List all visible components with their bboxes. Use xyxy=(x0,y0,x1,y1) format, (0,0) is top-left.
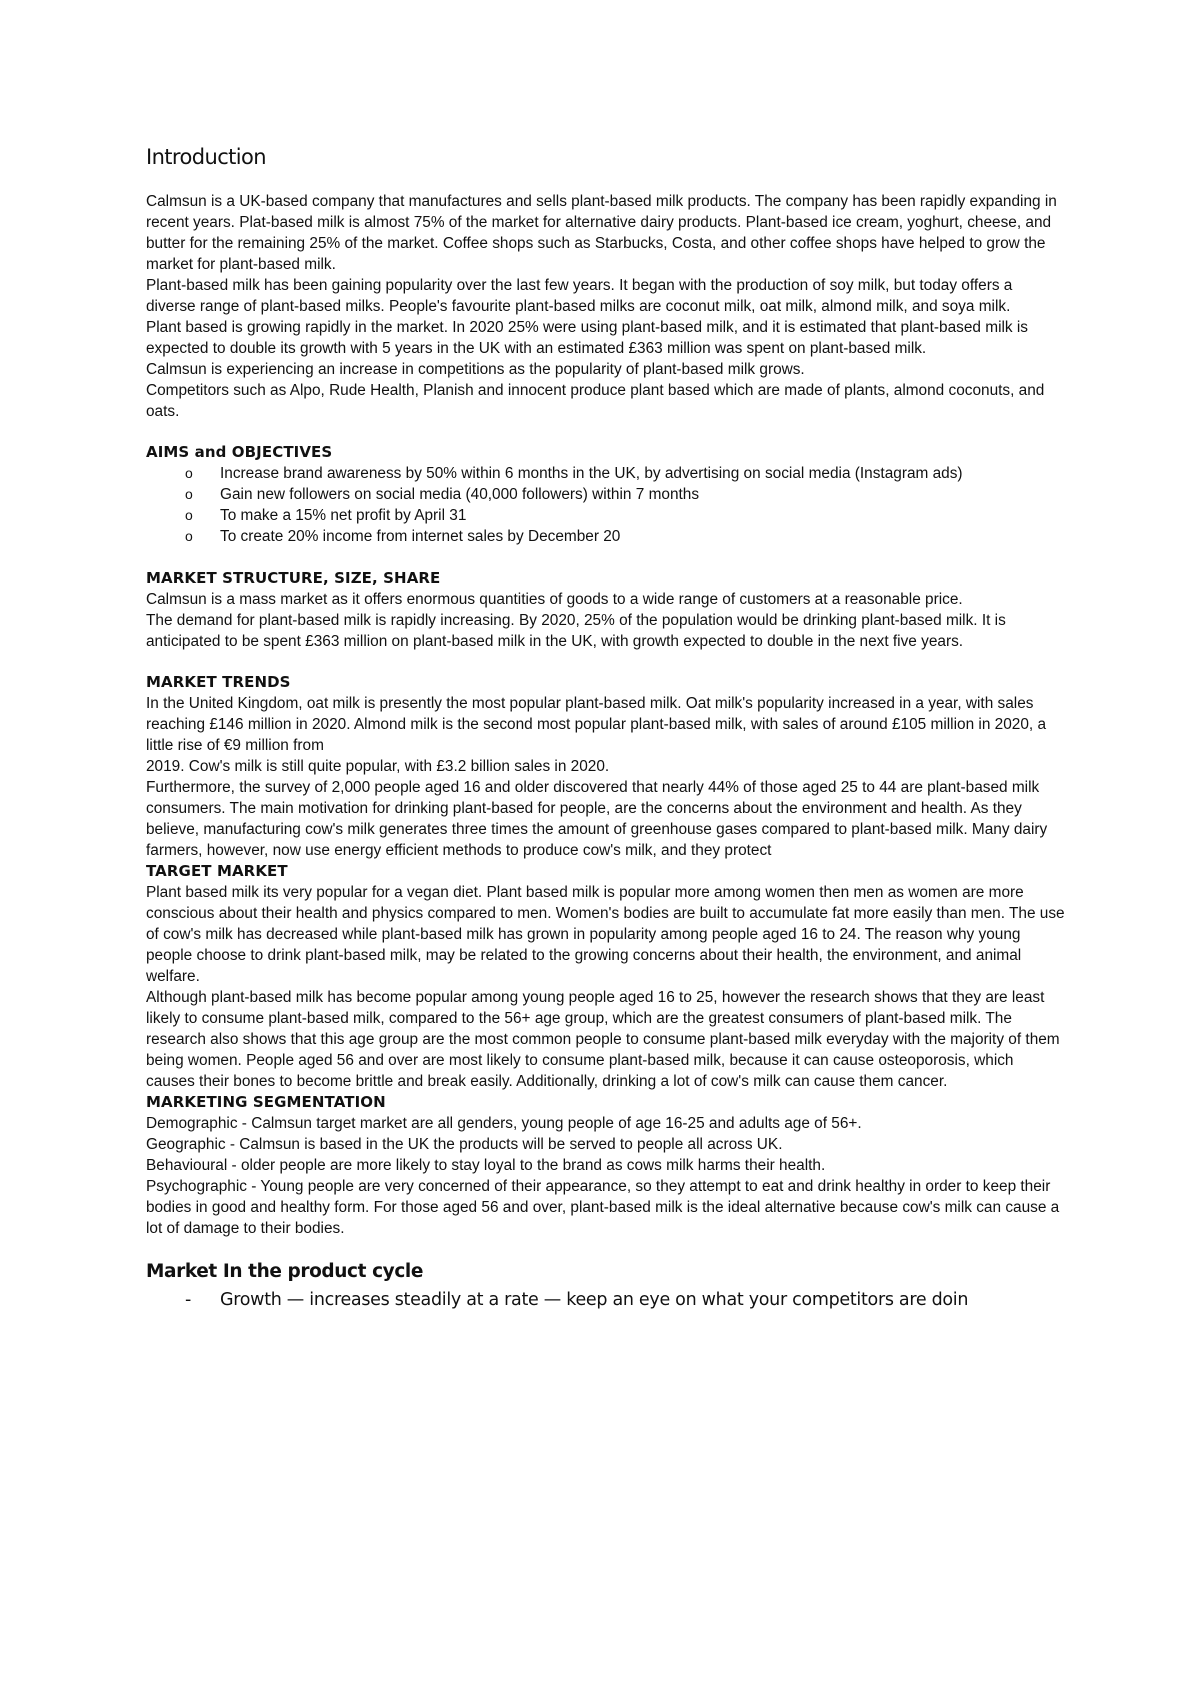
bullet-marker: o xyxy=(185,486,193,502)
segmentation-heading: MARKETING SEGMENTATION xyxy=(146,1093,386,1111)
intro-paragraph: Plant-based milk has been gaining popularity over the last few years. It began with the production of soy milk, but today offers a diverse range of plant-based milks. People's favourite plant-based milks are coconut milk, oat milk, almond milk, and soya milk. xyxy=(146,277,1013,315)
list-item: o Gain new followers on social media (40,000 followers) within 7 months xyxy=(185,486,700,503)
market-structure-paragraph: The demand for plant-based milk is rapidly increasing. By 2020, 25% of the population would be drinking plant-based milk. It is anticipated to be spent £363 million on plant-based milk in the UK, with growth expected to double in the next five years. xyxy=(146,612,1006,650)
product-cycle-heading: Market In the product cycle xyxy=(146,1261,423,1282)
list-item: o To make a 15% net profit by April 31 xyxy=(185,507,467,524)
intro-paragraph: Competitors such as Alpo, Rude Health, Planish and innocent produce plant based which are made of plants, almond coconuts, and oats. xyxy=(146,382,1045,420)
target-market-paragraph: Although plant-based milk has become popular among young people aged 16 to 25, however the research shows that they are least likely to consume plant-based milk, compared to the 56+ age group, which are the greatest consumers of plant-based milk. The research also shows that this age group are the most common people to consume plant-based milk everyday with the majority of them being women. People aged 56 and over are most likely to consume plant-based milk, because it can cause osteoporosis, which causes their bones to become brittle and break easily. Additionally, drinking a lot of cow's milk can cause them cancer. xyxy=(146,989,1060,1090)
product-cycle-list xyxy=(146,1288,1066,1312)
segmentation-paragraph: Demographic - Calmsun target market are all genders, young people of age 16-25 and adults age of 56+. xyxy=(146,1115,862,1132)
target-market-heading: TARGET MARKET xyxy=(146,862,288,880)
segmentation-paragraph: Behavioural - older people are more likely to stay loyal to the brand as cows milk harms their health. xyxy=(146,1157,826,1174)
segmentation-paragraph: Psychographic - Young people are very concerned of their appearance, so they attempt to eat and drink healthy in order to keep their bodies in good and healthy form. For those aged 56 and over, plant-based milk is the ideal alternative because cow's milk can cause a lot of damage to their bodies. xyxy=(146,1178,1060,1237)
bullet-marker: o xyxy=(185,507,193,523)
intro-paragraph: Calmsun is experiencing an increase in competitions as the popularity of plant-based milk grows. xyxy=(146,361,805,378)
aims-list xyxy=(146,463,1066,547)
introduction-heading: Introduction xyxy=(146,145,266,169)
market-structure-paragraph: Calmsun is a mass market as it offers enormous quantities of goods to a wide range of customers at a reasonable price. xyxy=(146,591,963,608)
segmentation-paragraph: Geographic - Calmsun is based in the UK the products will be served to people all across UK. xyxy=(146,1136,783,1153)
bullet-marker: o xyxy=(185,465,193,481)
document-page xyxy=(146,143,1066,1312)
market-trends-paragraph: Furthermore, the survey of 2,000 people aged 16 and older discovered that nearly 44% of those aged 25 to 44 are plant-based milk consumers. The main motivation for drinking plant-based for people, are the concerns about the environment and health. As they believe, manufacturing cow's milk generates three times the amount of greenhouse gases compared to plant-based milk. Many dairy farmers, however, now use energy efficient methods to produce cow's milk, and they protect xyxy=(146,779,1048,859)
market-trends-heading: MARKET TRENDS xyxy=(146,673,291,691)
list-item: - Growth — increases steadily at a rate — keep an eye on what your competitors are doin xyxy=(185,1290,969,1310)
target-market-paragraph: Plant based milk its very popular for a vegan diet. Plant based milk is popular more among women then men as women are more conscious about their health and physics compared to men. Women's bodies are built to accumulate fat more easily than men. The use of cow's milk has decreased while plant-based milk has grown in popularity among people aged 16 to 24. The reason why young people choose to drink plant-based milk, may be related to the growing concerns about their health, the environment, and animal welfare. xyxy=(146,884,1065,985)
market-structure-heading: MARKET STRUCTURE, SIZE, SHARE xyxy=(146,569,441,587)
market-trends-paragraph: 2019. Cow's milk is still quite popular, with £3.2 billion sales in 2020. xyxy=(146,758,610,775)
dash-marker: - xyxy=(185,1290,192,1310)
aims-heading: AIMS and OBJECTIVES xyxy=(146,443,333,461)
bullet-marker: o xyxy=(185,528,193,544)
list-item: o Increase brand awareness by 50% within 6 months in the UK, by advertising on social media (Instagram ads) xyxy=(185,465,963,482)
market-trends-paragraph: In the United Kingdom, oat milk is presently the most popular plant-based milk. Oat milk's popularity increased in a year, with sales reaching £146 million in 2020. Almond milk is the second most popular plant-based milk, with sales of around £105 million in 2020, a little rise of €9 million from xyxy=(146,695,1047,754)
intro-paragraph: Calmsun is a UK-based company that manufactures and sells plant-based milk products. The company has been rapidly expanding in recent years. Plat-based milk is almost 75% of the market for alternative dairy products. Plant-based ice cream, yoghurt, cheese, and butter for the remaining 25% of the market. Coffee shops such as Starbucks, Costa, and other coffee shops have helped to grow the market for plant-based milk. xyxy=(146,193,1057,273)
list-item: o To create 20% income from internet sales by December 20 xyxy=(185,528,621,545)
intro-paragraph: Plant based is growing rapidly in the market. In 2020 25% were using plant-based milk, and it is estimated that plant-based milk is expected to double its growth with 5 years in the UK with an estimated £363 million was spent on plant-based milk. xyxy=(146,319,1029,357)
